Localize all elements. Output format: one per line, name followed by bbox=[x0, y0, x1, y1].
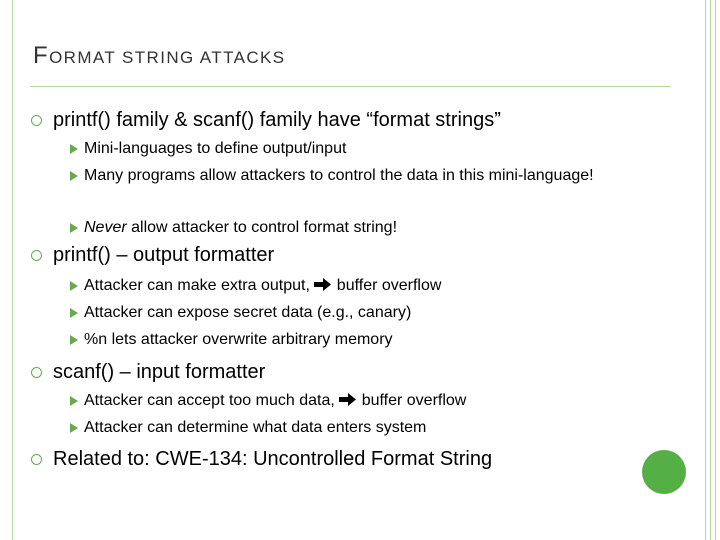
bullet-related-cwe: Related to: CWE-134: Uncontrolled Format String bbox=[53, 448, 493, 470]
ring-bullet-icon bbox=[31, 250, 42, 261]
sub-bullet-expose-secret: Attacker can expose secret data (e.g., canary) bbox=[84, 304, 412, 321]
never-emphasis: Never bbox=[84, 219, 127, 236]
sub-bullet-percent-n: %n lets attacker overwrite arbitrary memory bbox=[84, 331, 393, 348]
right-arrow-icon bbox=[314, 277, 332, 294]
never-rest: allow attacker to control format string! bbox=[126, 219, 398, 236]
buffer-overflow-text: buffer overflow bbox=[332, 277, 442, 294]
triangle-bullet-icon bbox=[70, 171, 78, 181]
buffer-overflow-text: buffer overflow bbox=[357, 392, 467, 409]
frame-line-right-1 bbox=[705, 0, 706, 540]
bullet-scanf-input: scanf() – input formatter bbox=[53, 361, 266, 383]
bullet-printf-scanf: printf() family & scanf() family have “format strings” bbox=[53, 109, 501, 131]
triangle-bullet-icon bbox=[70, 223, 78, 233]
sub-bullet-mini-languages: Mini-languages to define output/input bbox=[84, 140, 347, 157]
frame-line-left bbox=[12, 0, 13, 540]
triangle-bullet-icon bbox=[70, 281, 78, 291]
triangle-bullet-icon bbox=[70, 423, 78, 433]
ring-bullet-icon bbox=[31, 367, 42, 378]
sub-bullet-never-allow bbox=[84, 216, 397, 239]
decorative-green-circle bbox=[642, 450, 686, 494]
title-rest: ORMAT STRING ATTACKS bbox=[49, 48, 286, 67]
slide-title bbox=[33, 42, 286, 70]
triangle-bullet-icon bbox=[70, 308, 78, 318]
too-much-data-text: Attacker can accept too much data, bbox=[84, 392, 340, 409]
triangle-bullet-icon bbox=[70, 335, 78, 345]
sub-bullet-too-much-data bbox=[84, 389, 466, 412]
frame-line-right-3 bbox=[715, 0, 716, 540]
sub-bullet-determine-data: Attacker can determine what data enters system bbox=[84, 419, 427, 436]
right-arrow-icon bbox=[339, 392, 357, 409]
bullet-printf-output: printf() – output formatter bbox=[53, 244, 275, 266]
title-first-letter: F bbox=[33, 42, 50, 69]
triangle-bullet-icon bbox=[70, 396, 78, 406]
extra-output-text: Attacker can make extra output, bbox=[84, 277, 315, 294]
sub-bullet-extra-output bbox=[84, 274, 441, 297]
ring-bullet-icon bbox=[31, 115, 42, 126]
ring-bullet-icon bbox=[31, 454, 42, 465]
frame-line-right-2 bbox=[710, 0, 711, 540]
title-divider bbox=[30, 86, 671, 87]
sub-bullet-many-programs: Many programs allow attackers to control the data in this mini-language! bbox=[84, 167, 594, 184]
triangle-bullet-icon bbox=[70, 144, 78, 154]
